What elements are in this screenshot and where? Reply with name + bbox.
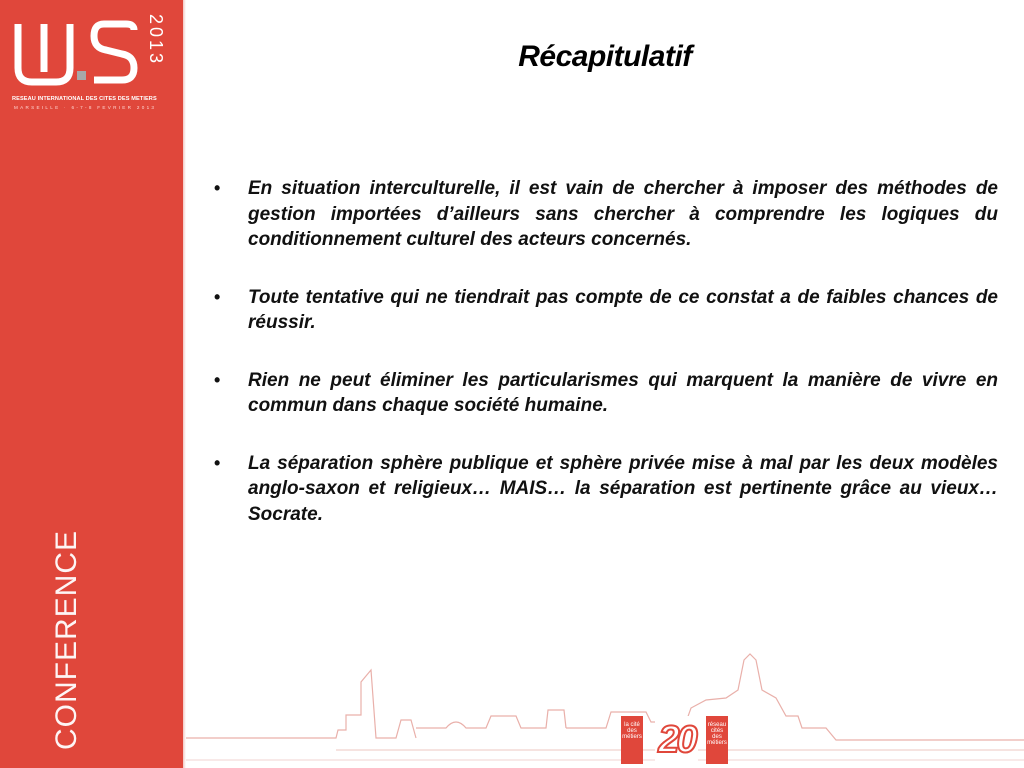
sidebar-band <box>0 0 183 768</box>
slide-title: Récapitulatif <box>518 40 692 73</box>
logo-year: 2013 <box>146 14 166 67</box>
twenty-years-logo <box>655 716 698 764</box>
bullet-text: La séparation sphère publique et sphère privée mise à mal par les deux modèles anglo-saxon et religieux… MAIS… la séparation est pertinente grâce au vieux… Socrate. <box>248 452 998 525</box>
logo-tagline: RESEAU INTERNATIONAL DES CITES DES METIERS <box>12 96 157 102</box>
bullet-text: En situation interculturelle, il est vain de chercher à imposer des méthodes de gestion importées d’ailleurs sans chercher à comprendre les logiques du conditionnement culturel des acteurs concernés. <box>248 178 998 250</box>
twenty-years-number: 20 <box>658 719 695 761</box>
bullet-item <box>212 368 998 419</box>
reseau-logo-text: réseau cités des métiers <box>707 722 727 746</box>
cite-logo-text: la cité des métiers <box>622 722 642 740</box>
bullet-text: Toute tentative qui ne tiendrait pas compte de ce constat a de faibles chances de réussir. <box>248 286 998 333</box>
marseille-skyline-illustration <box>186 620 1024 768</box>
reseau-cites-logo <box>706 716 728 764</box>
bullet-glyph: • <box>214 452 221 473</box>
bullet-glyph: • <box>214 178 221 198</box>
bullet-list <box>212 176 998 559</box>
bullet-text: Rien ne peut éliminer les particularismes qui marquent la manière de vivre en commun dans chaque société humaine. <box>248 369 998 416</box>
conference-label: CONFERENCE <box>50 529 83 750</box>
bullet-item <box>212 176 998 253</box>
bullet-item <box>212 451 998 528</box>
ws-logo <box>14 16 164 96</box>
bullet-item <box>212 285 998 336</box>
bullet-glyph: • <box>214 286 221 307</box>
cite-des-metiers-logo <box>621 716 643 764</box>
bullet-glyph: • <box>214 369 221 390</box>
logo-subtag: MARSEILLE · 6-7-8 FEVRIER 2013 <box>14 105 157 110</box>
